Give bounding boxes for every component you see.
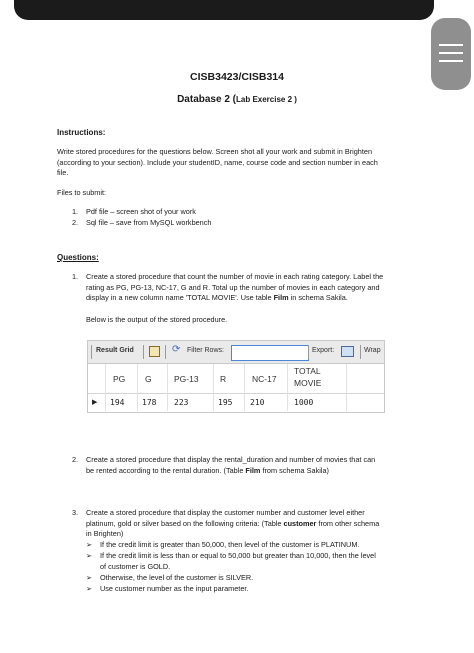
toolbar-separator — [360, 345, 361, 359]
criteria-item: If the credit limit is less than or equal to 50,000 but greater than 10,000, then the level — [100, 551, 376, 560]
file-item-num: 1. — [72, 207, 79, 216]
table-name: Film — [273, 293, 289, 303]
output-caption: Below is the output of the stored procedure. — [86, 315, 228, 324]
result-grid — [87, 340, 385, 413]
row-marker-icon: ▶ — [92, 399, 98, 406]
toolbar-separator — [165, 345, 166, 359]
criteria-item: of customer is GOLD. — [100, 562, 171, 571]
toolbar-separator — [308, 345, 309, 359]
cell-pg[interactable]: 194 — [110, 398, 125, 407]
question-number: 2. — [72, 455, 79, 464]
cell-total-movie[interactable]: 1000 — [294, 398, 314, 407]
criteria-item: Use customer number as the input parameter. — [100, 584, 249, 593]
question-number: 3. — [72, 508, 79, 517]
question-line: rating as PG, PG-13, NC-17, G and R. Total up the number of movies in each category and — [86, 282, 380, 292]
questions-heading: Questions: — [57, 253, 99, 262]
column-header-r[interactable]: R — [220, 374, 227, 384]
question-line: Create a stored procedure that display the rental_duration and number of movies that can — [86, 455, 376, 464]
wrap-toggle[interactable]: Wrap — [364, 347, 381, 354]
file-item-text: Pdf file – screen shot of your work — [86, 207, 196, 216]
table-name: Film — [245, 465, 261, 475]
table-name: customer — [283, 518, 317, 528]
column-header-pg[interactable]: PG — [113, 374, 126, 384]
cell-g[interactable]: 178 — [142, 398, 157, 407]
export-label: Export: — [312, 347, 335, 354]
question-text: from schema Sakila) — [260, 465, 329, 475]
question-line: Create a stored procedure that display the customer number and customer level either — [86, 508, 365, 517]
column-header-total[interactable]: TOTAL — [294, 366, 321, 376]
question-3-text — [86, 508, 420, 540]
export-icon[interactable] — [341, 346, 354, 357]
document-title — [0, 94, 474, 105]
question-text: platinum, gold or silver based on the following criteria: (Table — [86, 518, 284, 528]
column-header-pg13[interactable]: PG-13 — [174, 374, 199, 384]
instructions-line-2: (according to your section). Include your studentID, name, course code and section number in each — [57, 157, 378, 167]
criteria-item: If the credit limit is greater than 50,000, then level of the customer is PLATINUM. — [100, 540, 360, 549]
files-heading: Files to submit: — [57, 188, 107, 197]
toolbar-separator — [91, 345, 92, 359]
question-line: in Brighten) — [86, 529, 124, 539]
table-row[interactable] — [88, 394, 384, 411]
top-bar — [14, 0, 434, 20]
question-text: be rented according to the rental duration. (Table — [86, 465, 246, 475]
question-text: from other schema — [316, 518, 380, 528]
filter-rows-label: Filter Rows: — [187, 347, 224, 354]
arrow-bullet-icon: ➢ — [86, 540, 93, 549]
question-line — [86, 293, 420, 304]
instructions-text — [57, 147, 419, 179]
question-line: Create a stored procedure that count the number of movie in each rating category. Label the — [86, 272, 384, 281]
column-header-g[interactable]: G — [145, 374, 152, 384]
instructions-heading: Instructions: — [57, 128, 106, 137]
arrow-bullet-icon: ➢ — [86, 584, 93, 593]
cell-r[interactable]: 195 — [218, 398, 233, 407]
question-2-text — [86, 455, 420, 476]
result-grid-toolbar — [88, 341, 384, 364]
cell-pg13[interactable]: 223 — [174, 398, 189, 407]
arrow-bullet-icon: ➢ — [86, 573, 93, 582]
title-main: Database 2 ( — [177, 94, 236, 105]
title-lab: Lab Exercise 2 ) — [236, 95, 297, 104]
question-number: 1. — [72, 272, 79, 281]
result-grid-label: Result Grid — [96, 347, 134, 354]
file-item-text: Sql file – save from MySQL workbench — [86, 218, 212, 227]
question-1-text — [86, 272, 420, 304]
grid-icon[interactable] — [149, 346, 160, 357]
filter-rows-input[interactable] — [231, 345, 309, 361]
question-text: display in a new column name 'TOTAL MOVIE'. Use table — [86, 293, 274, 303]
refresh-icon[interactable]: ⟳ — [172, 344, 181, 355]
toolbar-separator — [143, 345, 144, 359]
arrow-bullet-icon: ➢ — [86, 551, 93, 560]
question-text: in schema Sakila. — [288, 293, 348, 303]
instructions-line-1: Write stored procedures for the questions below. Screen shot all your work and submit in Brighten — [57, 147, 373, 156]
course-code: CISB3423/CISB314 — [190, 71, 284, 83]
question-line — [86, 519, 420, 530]
question-line — [86, 466, 420, 477]
file-item-num: 2. — [72, 218, 79, 227]
column-header-nc17[interactable]: NC-17 — [252, 374, 277, 384]
cell-nc17[interactable]: 210 — [250, 398, 265, 407]
column-header-row — [88, 364, 384, 394]
criteria-item: Otherwise, the level of the customer is SILVER. — [100, 573, 254, 582]
instructions-line-3: file. — [57, 168, 69, 178]
column-header-movie: MOVIE — [294, 378, 322, 388]
